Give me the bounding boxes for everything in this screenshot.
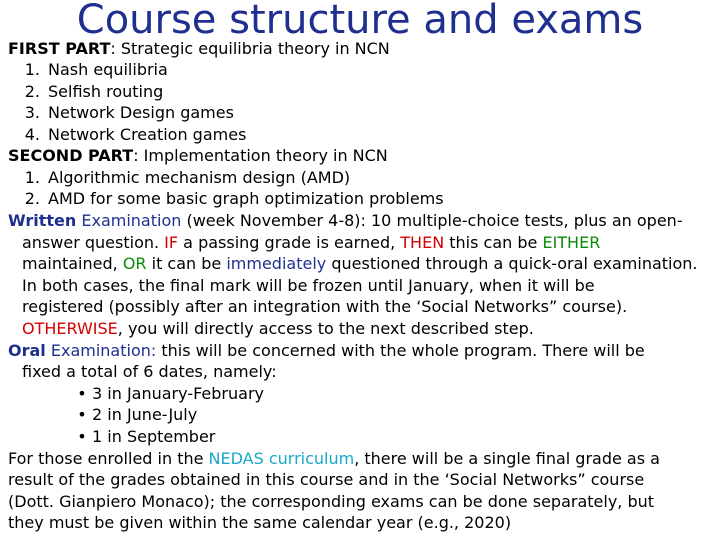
list-number: 4. [24,125,40,144]
nedas-line-2: result of the grades obtained in this course and in the ‘Social Networks” course [8,470,645,489]
bullet-icon: • [77,405,87,424]
slide-title: Course structure and exams [76,0,644,43]
text-segment: , there will be a single final grade as a [354,449,660,468]
text-segment: maintained, [22,254,123,273]
list-number: 3. [24,103,40,122]
examination-label: Examination [76,211,182,230]
list-item [10,124,246,145]
text-segment: this can be [444,233,543,252]
keyword-either: EITHER [542,233,601,252]
list-item [10,81,163,102]
second-part-label: SECOND PART [8,146,134,165]
list-number: 1. [24,60,40,79]
bullet-item [72,426,215,447]
list-item [10,59,168,80]
text-segment: questioned through a quick-oral examination. [326,254,698,273]
written-exam-line-3 [22,253,698,274]
bullet-icon: • [77,384,87,403]
second-part-heading [8,145,388,166]
list-text: Nash equilibria [48,60,168,79]
written-exam-line-4: In both cases, the final mark will be frozen until January, when it will be [22,276,595,295]
keyword-if: IF [164,233,179,252]
written-label: Written [8,211,77,230]
first-part-label: FIRST PART [8,39,111,58]
oral-exam-line-2: fixed a total of 6 dates, namely: [22,362,277,381]
nedas-curriculum: NEDAS curriculum [208,449,355,468]
written-exam-line-1 [8,210,683,231]
nedas-line-4: they must be given within the same calendar year (e.g., 2020) [8,513,512,532]
bullet-text: 3 in January-February [92,384,264,403]
written-exam-line-5: registered (possibly after an integration with the ‘Social Networks” course). [22,297,628,316]
keyword-then: THEN [400,233,445,252]
text-segment: (week November 4-8): 10 multiple-choice tests, plus an open- [181,211,683,230]
list-text: Network Design games [48,103,234,122]
list-item [10,102,234,123]
text-segment: answer question. [22,233,165,252]
written-exam-line-2 [22,232,600,253]
keyword-otherwise: OTHERWISE [22,319,118,338]
list-number: 1. [24,168,40,187]
text-segment: For those enrolled in the [8,449,209,468]
oral-label: Oral [8,341,46,360]
bullet-text: 2 in June-July [92,405,198,424]
text-segment: this will be concerned with the whole program. There will be [156,341,645,360]
text-segment: , you will directly access to the next described step. [117,319,534,338]
first-part-desc: : Strategic equilibria theory in NCN [110,39,390,58]
keyword-or: OR [122,254,147,273]
list-text: Algorithmic mechanism design (AMD) [48,168,351,187]
bullet-item [72,404,197,425]
nedas-line-3: (Dott. Gianpiero Monaco); the corresponding exams can be done separately, but [8,492,655,511]
first-part-heading [8,38,390,59]
bullet-item [72,383,264,404]
nedas-line-1 [8,448,660,469]
keyword-immediately: immediately [226,254,327,273]
bullet-icon: • [77,427,87,446]
text-segment: it can be [146,254,227,273]
bullet-text: 1 in September [92,427,216,446]
list-text: Selfish routing [48,82,164,101]
examination-label: Examination: [45,341,157,360]
list-item [10,188,444,209]
list-number: 2. [24,189,40,208]
second-part-desc: : Implementation theory in NCN [133,146,388,165]
list-number: 2. [24,82,40,101]
oral-exam-line-1 [8,340,645,361]
text-segment: a passing grade is earned, [178,233,401,252]
list-text: Network Creation games [48,125,247,144]
list-item [10,167,350,188]
written-exam-line-6 [22,318,534,339]
list-text: AMD for some basic graph optimization problems [48,189,444,208]
